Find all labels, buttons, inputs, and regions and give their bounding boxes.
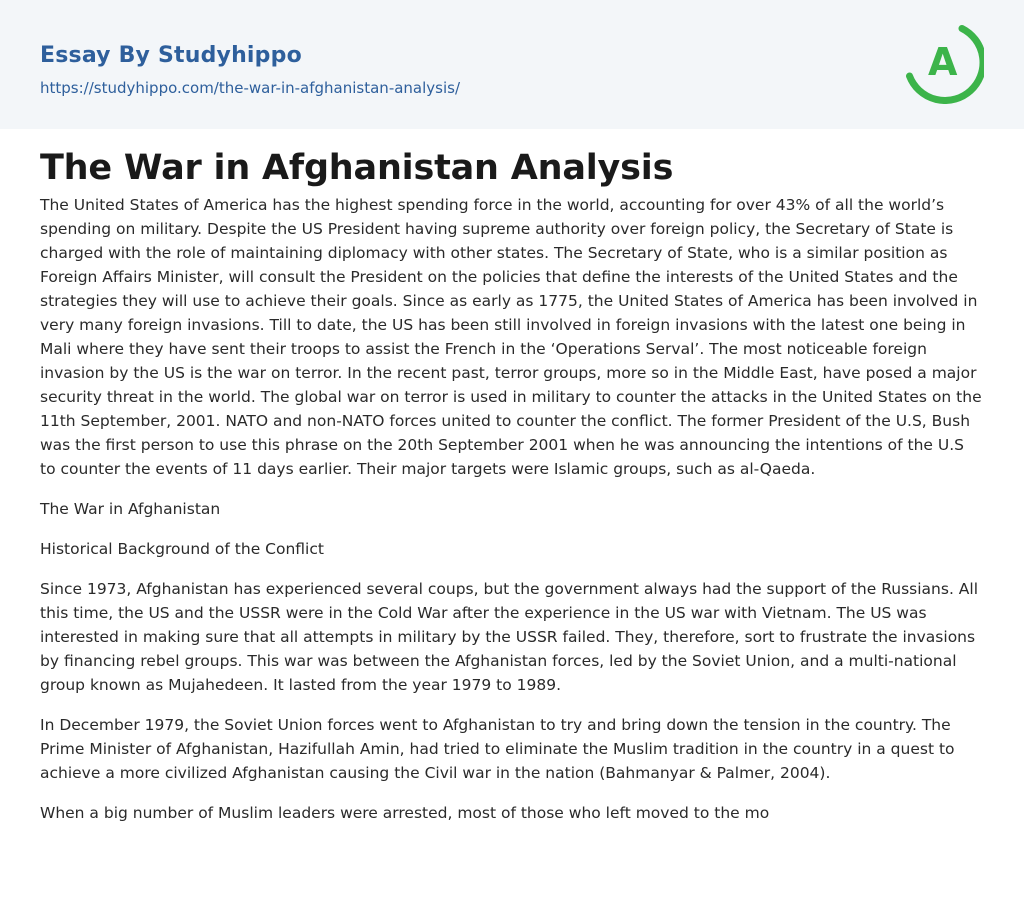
article-url-link[interactable]: https://studyhippo.com/the-war-in-afghanistan-analysis/ [40,79,461,97]
article-paragraph-truncated: When a big number of Muslim leaders were arrested, most of those who left moved to the mo [40,804,770,822]
article-paragraph: Since 1973, Afghanistan has experienced several coups, but the government always had the support of the Russians. All this time, the US and the USSR were in the Cold War after the experience in the US war with Vietnam. The US was interested in making sure that all attempts in military by the USSR failed. They, therefore, sort to frustrate the invasions by financing rebel groups. This war was between the Afghanistan forces, led by the Soviet Union, and a multi-national group known as Mujahedeen. It lasted from the year 1979 to 1989. [40,580,979,694]
studyhippo-logo-icon[interactable] [900,20,984,104]
article-paragraph: The United States of America has the highest spending force in the world, accounting for over 43% of all the world’s spending on military. Despite the US President having supreme authority over foreign policy, the Secretary of State is charged with the role of maintaining diplomacy with other states. The Secretary of State, who is a similar position as Foreign Affairs Minister, will consult the President on the policies that define the interests of the United States and the strategies they will use to achieve their goals. Since as early as 1775, the United States of America has been involved in very many foreign invasions. Till to date, the US has been still involved in foreign invasions with the latest one being in Mali where they have sent their troops to assist the French in the ‘Operations Serval’. The most noticeable foreign invasion by the US is the war on terror. In the recent past, terror groups, more so in the Middle East, have posed a major security threat in the world. The global war on terror is used in military to counter the attacks in the United States on the 11th September, 2001. NATO and non-NATO forces united to counter the conflict. The former President of the U.S, Bush was the first person to use this phrase on the 20th September 2001 when he was announcing the intentions of the U.S to counter the events of 11 days earlier. Their major targets were Islamic groups, such as al-Qaeda. [40,196,982,478]
article-content [0,147,1024,825]
article-title: The War in Afghanistan Analysis [40,148,674,188]
site-header [0,0,1024,129]
article-paragraph: In December 1979, the Soviet Union forces went to Afghanistan to try and bring down the tension in the country. The Prime Minister of Afghanistan, Hazifullah Amin, had tried to eliminate the Muslim tradition in the country in a quest to achieve a more civilized Afghanistan causing the Civil war in the nation (Bahmanyar & Palmer, 2004). [40,716,955,782]
logo-ring-icon [900,20,984,104]
section-heading: The War in Afghanistan [40,500,221,518]
site-brand[interactable]: Essay By Studyhippo [40,43,302,68]
logo-letter: A [928,40,958,84]
subsection-heading: Historical Background of the Conflict [40,540,324,558]
